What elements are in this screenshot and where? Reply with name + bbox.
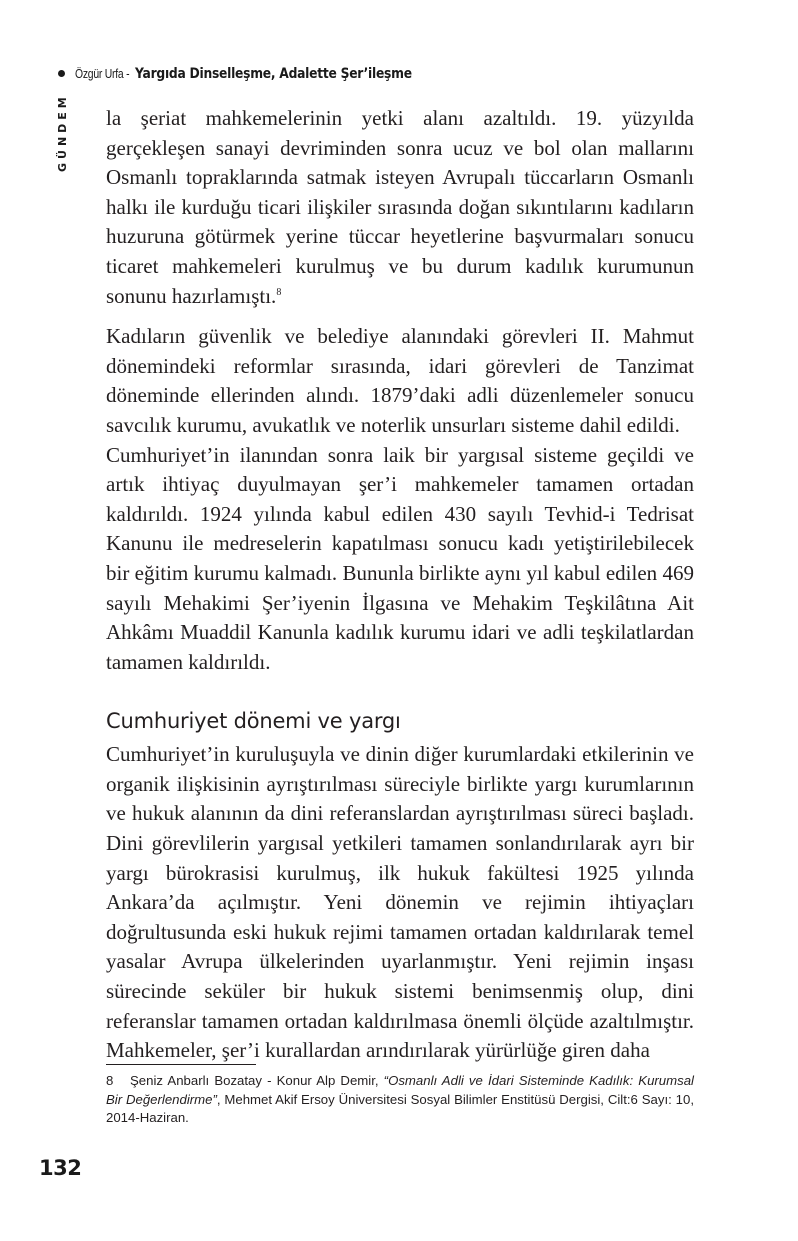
- body-text: [106, 104, 694, 1066]
- paragraph: Cumhuriyet’in kuruluşuyla ve dinin diğer kurumlardaki etkilerinin ve organik ilişkisinin ayrıştırılması süreciyle birlikte yargı kurumlarının ve hukuk alanının da dini referanslardan ayrıştırılması süreci başladı. Dini görevlilerin yargısal yetkileri tamamen sonlandırılarak ayrı bir yargı bürokrasisi kurulmuş, ilk hukuk fakültesi 1925 yılında Ankara’da açılmıştır. Yeni dönemin ve rejimin ihtiyaçları doğrultusunda eski hukuk rejimi tamamen ortadan kaldırılarak temel yasalar Avrupa ülkelerinden uyarlanmıştır. Yeni rejimin inşası sürecinde seküler bir hukuk sistemi benimsenmiş olup, dini referanslar tamamen ortadan kaldırılmasa önemli ölçüde azaltılmıştır. Mahkemeler, şer’i kurallardan arındırılarak yürürlüğe giren daha: [106, 742, 694, 1063]
- footnote: [106, 1072, 694, 1128]
- paragraph: [106, 104, 694, 311]
- paragraph: Kadıların güvenlik ve belediye alanındaki görevleri II. Mahmut dönemindeki reformlar sırasında, idari görevleri de Tanzimat döneminde ellerinden alındı. 1879’daki adli düzenlemeler sonucu savcılık kurumu, avukatlık ve noterlik unsurları sisteme dahil edildi.: [106, 324, 694, 437]
- footnote-number: 8: [106, 1073, 114, 1088]
- footnote-authors: Şeniz Anbarlı Bozatay - Konur Alp Demir,: [130, 1073, 384, 1088]
- footnote-divider: [106, 1064, 256, 1065]
- running-head-title: Yargıda Dinselleşme, Adalette Şer’ileşme: [135, 66, 412, 82]
- bullet-icon: [58, 70, 65, 77]
- page-number: 132: [39, 1156, 82, 1180]
- running-head-author: Özgür Urfa -: [75, 66, 130, 81]
- running-head: [58, 64, 450, 84]
- paragraph: Cumhuriyet’in ilanından sonra laik bir yargısal sisteme geçildi ve artık ihtiyaç duyulmayan şer’i mahkemeler tamamen ortadan kaldırıldı. 1924 yılında kabul edilen 430 sayılı Tevhid-i Tedrisat Kanunu ile medreselerin kapatılması sonucu kadı yetiştirilebilecek bir eğitim kurumu kalmadı. Bununla birlikte aynı yıl kabul edilen 469 sayılı Mehakimi Şer’iyenin İlgasına ve Mehakim Teşkilâtına Ait Ahkâmı Muaddil Kanunla kadılık kurumu idari ve adli teşkilatlardan tamamen kaldırıldı.: [106, 442, 694, 674]
- footnote-source: , Mehmet Akif Ersoy Üniversitesi Sosyal Bilimler Enstitüsü Dergisi, Cilt:6 Sayı: 10, 2014-Haziran.: [106, 1091, 694, 1125]
- section-heading: Cumhuriyet dönemi ve yargı: [106, 709, 401, 734]
- paragraph-text: la şeriat mahkemelerinin yetki alanı azaltıldı. 19. yüzyılda gerçekleşen sanayi devriminden sonra ucuz ve bol olan mallarını Osmanlı topraklarında satmak isteyen Avrupalı tüccarların Osmanlı halkı ile kurduğu ticari ilişkiler sırasında doğan sıkıntılarını kadıların huzuruna götürmek yerine tüccar heyetlerine başvurmaları sonucu ticaret mahkemeleri kurulmuş ve bu durum kadılık kurumunun sonunu hazırlamıştı.: [106, 106, 694, 308]
- footnote-article-title: “Osmanlı Adli ve İdari Sisteminde Kadılık: Kurumsal Bir Değerlendirme”: [106, 1073, 694, 1107]
- footnote-reference[interactable]: 8: [276, 286, 282, 298]
- section-side-label: GÜNDEM: [56, 93, 69, 172]
